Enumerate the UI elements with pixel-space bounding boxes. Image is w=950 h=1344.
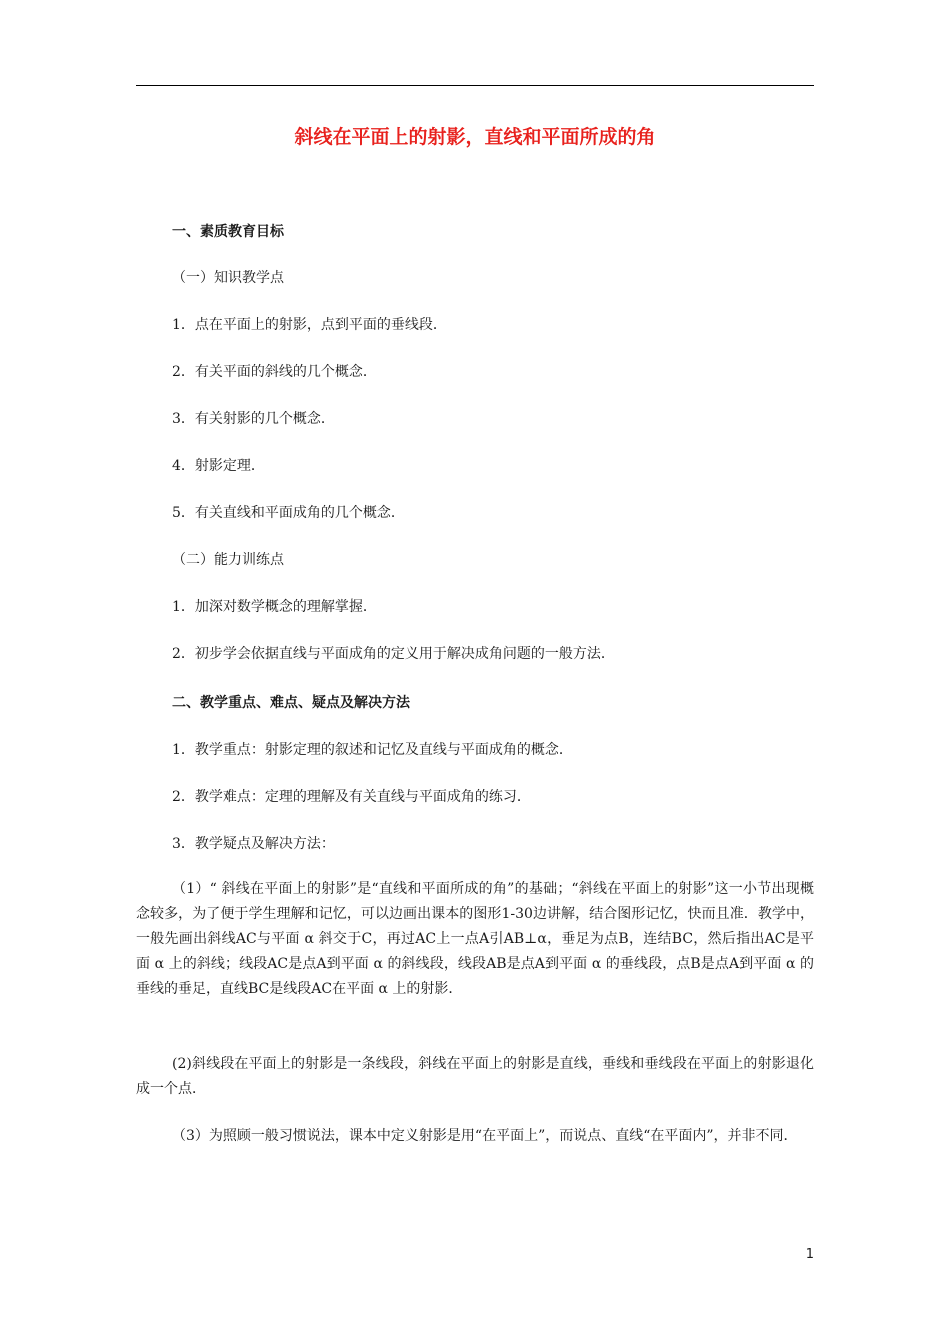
document-title: 斜线在平面上的射影，直线和平面所成的角: [294, 126, 656, 148]
paragraph-1: （1）“ 斜线在平面上的射影”是“直线和平面所成的角”的基础；“斜线在平面上的射影”这一小节出现概念较多，为了便于学生理解和记忆，可以边画出课本的图形1-30边讲解，结合图形记忆，快而且准．教学中，一般先画出斜线AC与平面 α 斜交于C，再过AC上一点A引AB⊥α，垂足为点B，连结BC，然后指出AC是平面 α 上的斜线；线段AC是点A到平面 α 的斜线段，线段AB是点A到平面 α 的垂线段，点B是点A到平面 α 的垂线的垂足，直线BC是线段AC在平面 α 上的射影．: [136, 881, 814, 997]
subheading-ability: （二）能力训练点: [172, 552, 284, 568]
list-item: 2．有关平面的斜线的几个概念．: [172, 364, 377, 380]
paragraph-3: （3）为照顾一般习惯说法，课本中定义射影是用“在平面上”，而说点、直线“在平面内”，并非不同．: [172, 1128, 798, 1144]
list-item: 5．有关直线和平面成角的几个概念．: [172, 505, 405, 521]
header-rule: [136, 85, 814, 86]
list-item: 2．初步学会依据直线与平面成角的定义用于解决成角问题的一般方法．: [172, 646, 615, 662]
list-item: 3．教学疑点及解决方法：: [172, 836, 335, 852]
list-item: 1．教学重点：射影定理的叙述和记忆及直线与平面成角的概念．: [172, 742, 573, 758]
section-heading-1: 一、素质教育目标: [172, 224, 284, 240]
list-item: 3．有关射影的几个概念．: [172, 411, 335, 427]
paragraph-2: (2)斜线段在平面上的射影是一条线段，斜线在平面上的射影是直线，垂线和垂线段在平面上的射影退化成一个点．: [136, 1056, 814, 1097]
list-item: 1．加深对数学概念的理解掌握．: [172, 599, 377, 615]
list-item: 1．点在平面上的射影，点到平面的垂线段．: [172, 317, 447, 333]
list-item: 4．射影定理．: [172, 458, 265, 474]
section-heading-2: 二、教学重点、难点、疑点及解决方法: [172, 695, 410, 711]
subheading-knowledge: （一）知识教学点: [172, 270, 284, 286]
list-item: 2．教学难点：定理的理解及有关直线与平面成角的练习．: [172, 789, 531, 805]
page-number: 1: [805, 1247, 814, 1262]
